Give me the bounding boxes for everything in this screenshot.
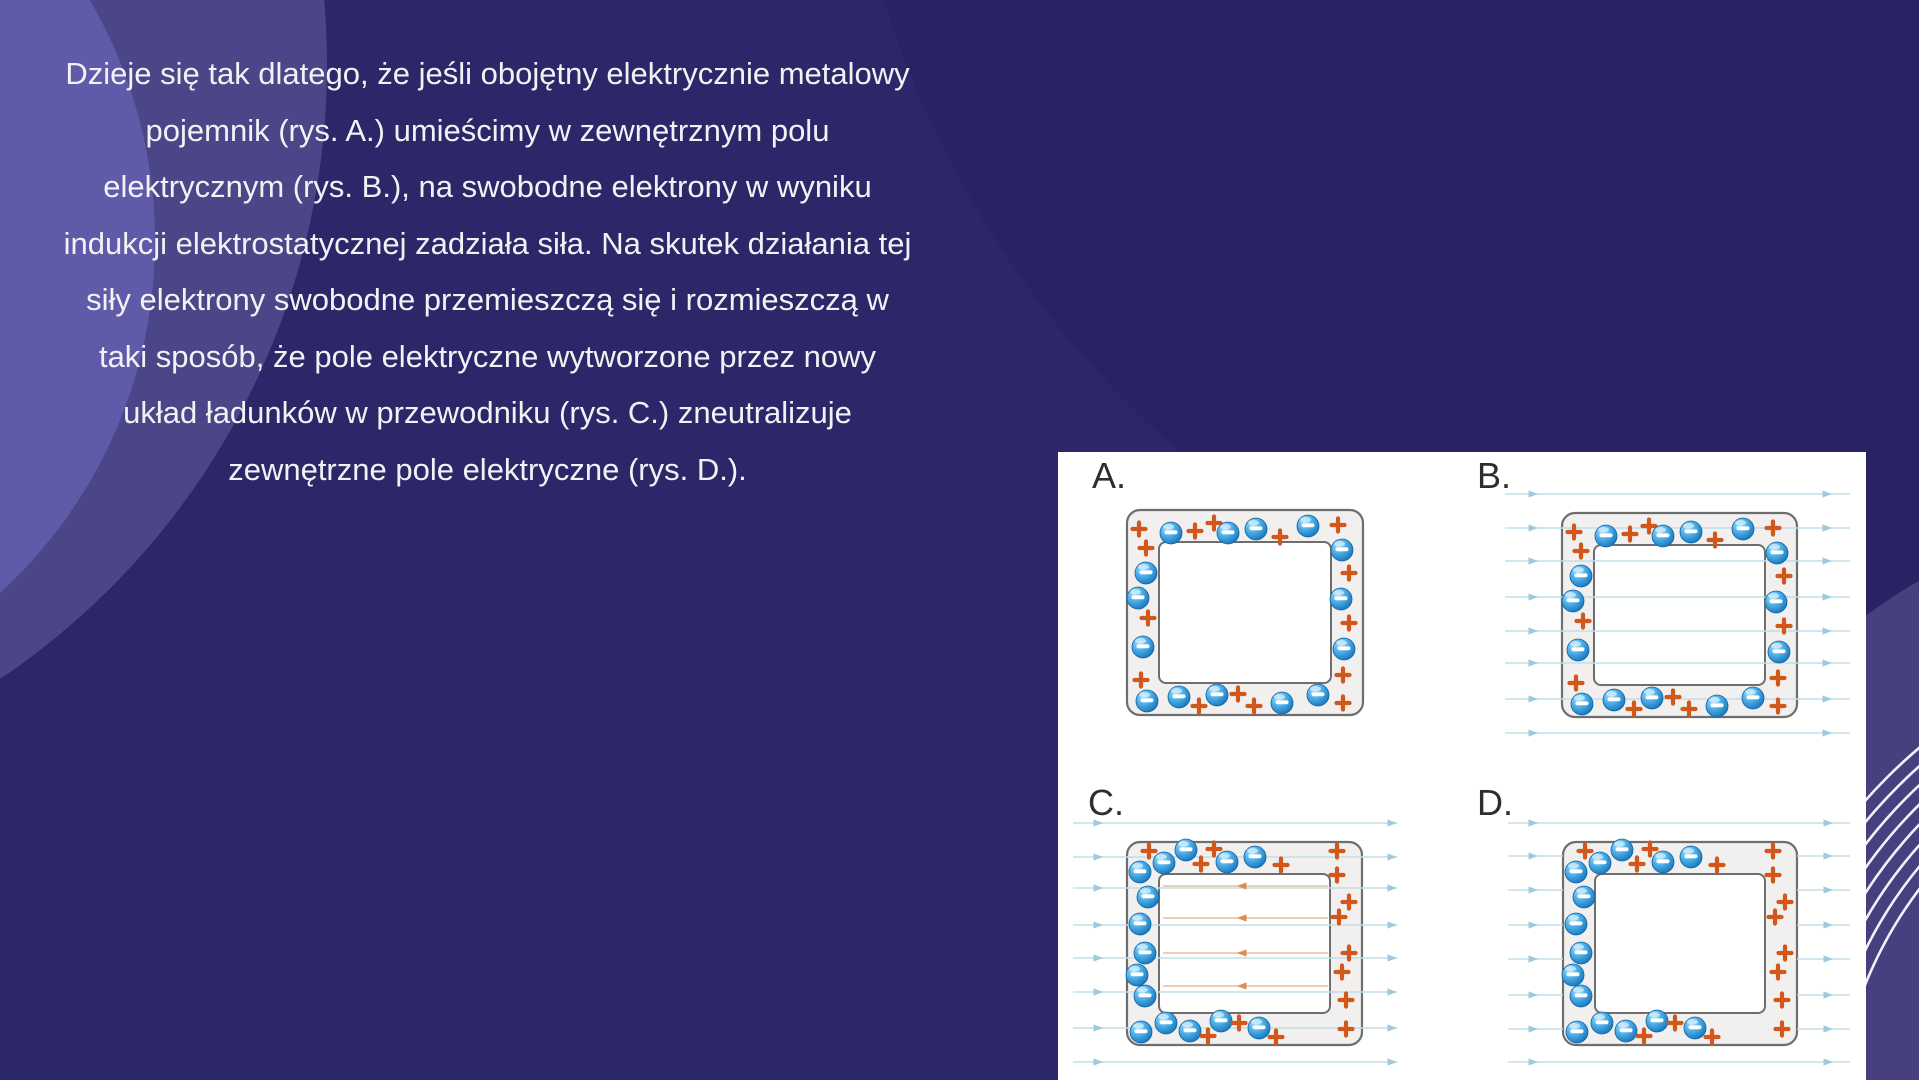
electron-charge [1603, 689, 1625, 711]
electron-charge [1271, 692, 1293, 714]
paragraph-line: pojemnik (rys. A.) umieścimy w zewnętrznym polu [145, 112, 830, 148]
electron-charge [1135, 562, 1157, 584]
figure-a-label: A. [1092, 455, 1127, 496]
electron-charge [1765, 591, 1787, 613]
figure-d [1477, 782, 1850, 1066]
electron-charge [1766, 542, 1788, 564]
paragraph-line: zewnętrzne pole elektryczne (rys. D.). [228, 451, 747, 487]
electron-charge [1244, 846, 1266, 868]
electron-charge [1562, 590, 1584, 612]
electron-charge [1565, 861, 1587, 883]
electron-charge [1591, 1012, 1613, 1034]
electron-charge [1126, 964, 1148, 986]
figure-c [1073, 782, 1397, 1066]
electron-charge [1570, 985, 1592, 1007]
electron-charge [1155, 1012, 1177, 1034]
figure-b-label: B. [1477, 455, 1512, 496]
electron-charge [1217, 522, 1239, 544]
electron-charge [1652, 851, 1674, 873]
electron-charge [1129, 861, 1151, 883]
electron-charge [1573, 886, 1595, 908]
electron-charge [1330, 588, 1352, 610]
electron-charge [1333, 638, 1355, 660]
paragraph-line: indukcji elektrostatycznej zadziała siła. Na skutek działania tej [63, 225, 912, 261]
electron-charge [1134, 942, 1156, 964]
electron-charge [1137, 886, 1159, 908]
electron-charge [1706, 695, 1728, 717]
electron-charge [1153, 852, 1175, 874]
electron-charge [1684, 1017, 1706, 1039]
figure-c-label: C. [1088, 782, 1124, 823]
electron-charge [1136, 690, 1158, 712]
paragraph-line: taki sposób, że pole elektryczne wytworzone przez nowy [98, 338, 877, 374]
electron-charge [1245, 518, 1267, 540]
electron-charge [1168, 686, 1190, 708]
figure-d-label: D. [1477, 782, 1513, 823]
paragraph-line: Dzieje się tak dlatego, że jeśli obojętny elektrycznie metalowy [65, 56, 910, 91]
figures-illustration [1058, 452, 1866, 1080]
figures-panel [1058, 452, 1866, 1080]
electron-charge [1331, 539, 1353, 561]
electron-charge [1570, 942, 1592, 964]
electron-charge [1129, 913, 1151, 935]
electron-charge [1571, 693, 1593, 715]
electron-charge [1595, 525, 1617, 547]
container-inner-wall [1595, 874, 1765, 1013]
electron-charge [1248, 1017, 1270, 1039]
electron-charge [1127, 587, 1149, 609]
electron-charge [1216, 851, 1238, 873]
electron-charge [1562, 964, 1584, 986]
figure-b [1477, 455, 1850, 737]
electron-charge [1179, 1020, 1201, 1042]
electron-charge [1307, 684, 1329, 706]
electron-charge [1134, 985, 1156, 1007]
electron-charge [1567, 639, 1589, 661]
figure-a [1092, 455, 1363, 715]
electron-charge [1206, 684, 1228, 706]
electron-charge [1646, 1010, 1668, 1032]
electron-charge [1210, 1010, 1232, 1032]
electron-charge [1589, 852, 1611, 874]
electron-charge [1732, 518, 1754, 540]
electron-charge [1160, 522, 1182, 544]
electron-charge [1680, 846, 1702, 868]
electron-charge [1130, 1021, 1152, 1043]
electron-charge [1132, 636, 1154, 658]
electron-charge [1565, 913, 1587, 935]
electron-charge [1680, 521, 1702, 543]
electron-charge [1615, 1020, 1637, 1042]
electron-charge [1768, 641, 1790, 663]
electron-charge [1175, 839, 1197, 861]
electron-charge [1742, 687, 1764, 709]
electron-charge [1566, 1021, 1588, 1043]
slide-paragraph [0, 46, 975, 498]
electron-charge [1652, 525, 1674, 547]
electron-charge [1570, 565, 1592, 587]
electron-charge [1611, 839, 1633, 861]
paragraph-line: układ ładunków w przewodniku (rys. C.) zneutralizuje [123, 395, 852, 430]
container-inner-wall [1159, 542, 1331, 683]
paragraph-line: elektrycznym (rys. B.), na swobodne elektrony w wyniku [103, 169, 872, 204]
paragraph-line: siły elektrony swobodne przemieszczą się i rozmieszczą w [86, 282, 889, 317]
electron-charge [1297, 515, 1319, 537]
container-inner-wall [1594, 545, 1765, 685]
electron-charge [1641, 687, 1663, 709]
